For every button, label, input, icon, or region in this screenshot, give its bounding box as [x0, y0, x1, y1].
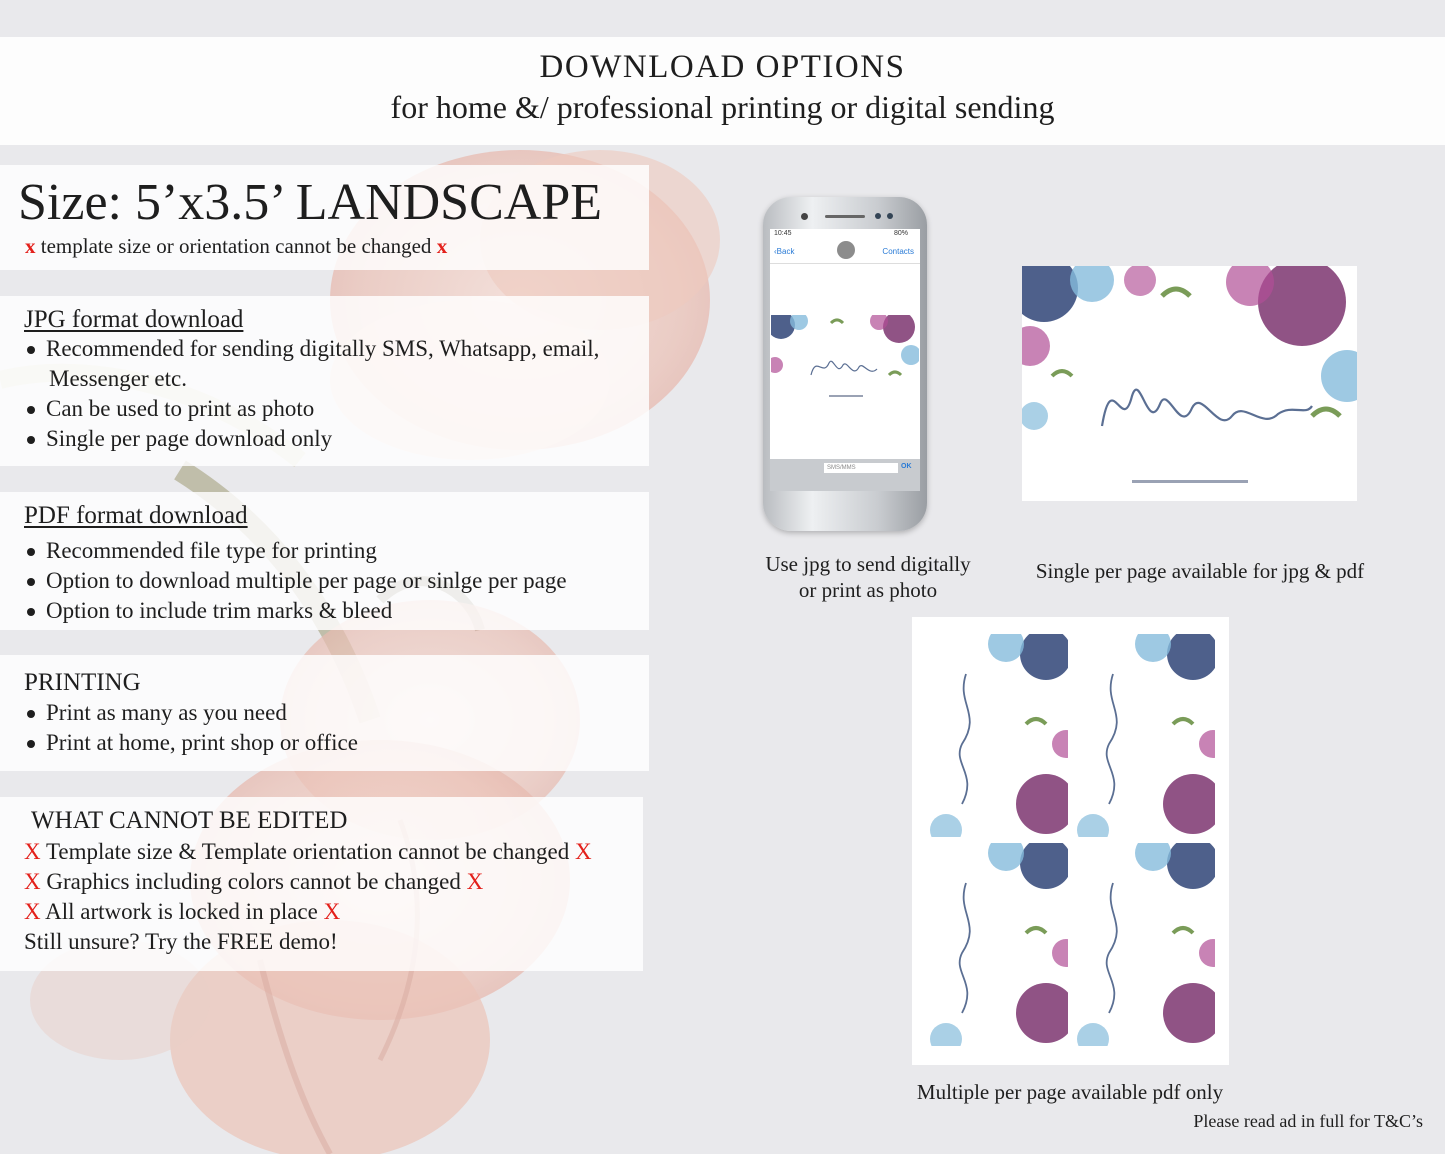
free-demo-text: Still unsure? Try the FREE demo!: [24, 929, 338, 954]
mini-card: [926, 843, 1068, 1046]
x-mark-icon: X: [24, 839, 41, 864]
phone-card-preview: [771, 315, 919, 413]
mini-card: [926, 634, 1068, 837]
x-mark-icon: X: [574, 839, 592, 864]
cannot-edit-list: [24, 837, 592, 957]
sms-input[interactable]: SMS/MMS: [824, 463, 898, 473]
size-panel: [0, 165, 649, 270]
jpg-format-list: [24, 334, 599, 454]
phone-status-bar: [770, 229, 920, 239]
phone-battery: 80%: [893, 230, 908, 237]
back-link[interactable]: ‹Back: [774, 247, 795, 256]
list-item: Option to download multiple per page or sinlge per page: [24, 566, 567, 596]
printing-box: [0, 655, 649, 771]
list-item: X Template size & Template orientation cannot be changed X: [24, 839, 592, 864]
header-band: [0, 37, 1445, 145]
list-item: X All artwork is locked in place X: [24, 899, 341, 924]
list-item: Option to include trim marks & bleed: [24, 596, 567, 626]
list-item: Single per page download only: [24, 424, 599, 454]
phone-message-bar: [770, 459, 920, 491]
list-item: X Graphics including colors cannot be changed X: [24, 869, 484, 894]
size-title: Size: 5’x3.5’ LANDSCAPE: [18, 174, 603, 231]
printing-list: [24, 698, 358, 758]
phone-time: 10:45: [774, 230, 792, 237]
pdf-format-list: [24, 536, 567, 626]
floral-card-art: [926, 843, 1068, 1046]
phone-nav-bar: [770, 239, 920, 264]
multiple-caption: Multiple per page available pdf only: [916, 1080, 1224, 1104]
speaker-icon: [825, 215, 865, 218]
floral-card-art: [771, 315, 919, 413]
jpg-format-box: [0, 296, 649, 466]
size-note-text: template size or orientation cannot be changed: [40, 234, 432, 258]
cannot-edit-box: [0, 797, 643, 971]
avatar: [837, 241, 855, 259]
pdf-format-box: [0, 492, 649, 630]
mini-card: [1073, 634, 1215, 837]
pdf-format-title: PDF format download: [24, 502, 248, 529]
cannot-edit-title: WHAT CANNOT BE EDITED: [31, 807, 348, 834]
list-item-continuation: Messenger etc.: [49, 366, 187, 391]
contacts-link[interactable]: Contacts: [882, 247, 914, 256]
phone-caption-line: or print as photo: [798, 578, 938, 602]
floral-card-art: [1073, 843, 1215, 1046]
x-mark-icon: X: [466, 869, 484, 894]
phone-screen: [770, 229, 920, 491]
x-mark-icon: x: [436, 234, 448, 258]
page-subtitle: for home &/ professional printing or digital sending: [390, 89, 1055, 125]
x-mark-icon: x: [25, 234, 36, 258]
multiple-sheet-preview: [912, 617, 1229, 1065]
sensor-icon: [887, 213, 893, 219]
jpg-format-title: JPG format download: [24, 306, 244, 333]
x-mark-icon: X: [24, 899, 41, 924]
single-caption: Single per page available for jpg & pdf: [1035, 559, 1365, 583]
size-note: [25, 234, 447, 259]
list-item: Recommended for sending digitally SMS, Whatsapp, email,: [24, 334, 599, 364]
page-title: DOWNLOAD OPTIONS: [539, 49, 906, 85]
sensor-icon: [875, 213, 881, 219]
list-item: Print as many as you need: [24, 698, 358, 728]
printing-title: PRINTING: [24, 669, 141, 696]
ok-button[interactable]: OK: [901, 463, 912, 470]
x-mark-icon: X: [323, 899, 341, 924]
phone-caption-line: Use jpg to send digitally: [765, 552, 971, 576]
single-card-preview: [1022, 266, 1357, 501]
x-mark-icon: X: [24, 869, 41, 894]
phone-caption: [748, 551, 988, 603]
mini-card: [1073, 843, 1215, 1046]
list-item: Print at home, print shop or office: [24, 728, 358, 758]
floral-card-art: [926, 634, 1068, 837]
floral-card-art: [1073, 634, 1215, 837]
camera-icon: [801, 213, 808, 220]
list-item: Recommended file type for printing: [24, 536, 567, 566]
floral-card-art: [1022, 266, 1357, 501]
phone-mockup: [763, 197, 927, 531]
terms-footnote: Please read ad in full for T&C’s: [1193, 1111, 1423, 1131]
list-item: Can be used to print as photo: [24, 394, 599, 424]
